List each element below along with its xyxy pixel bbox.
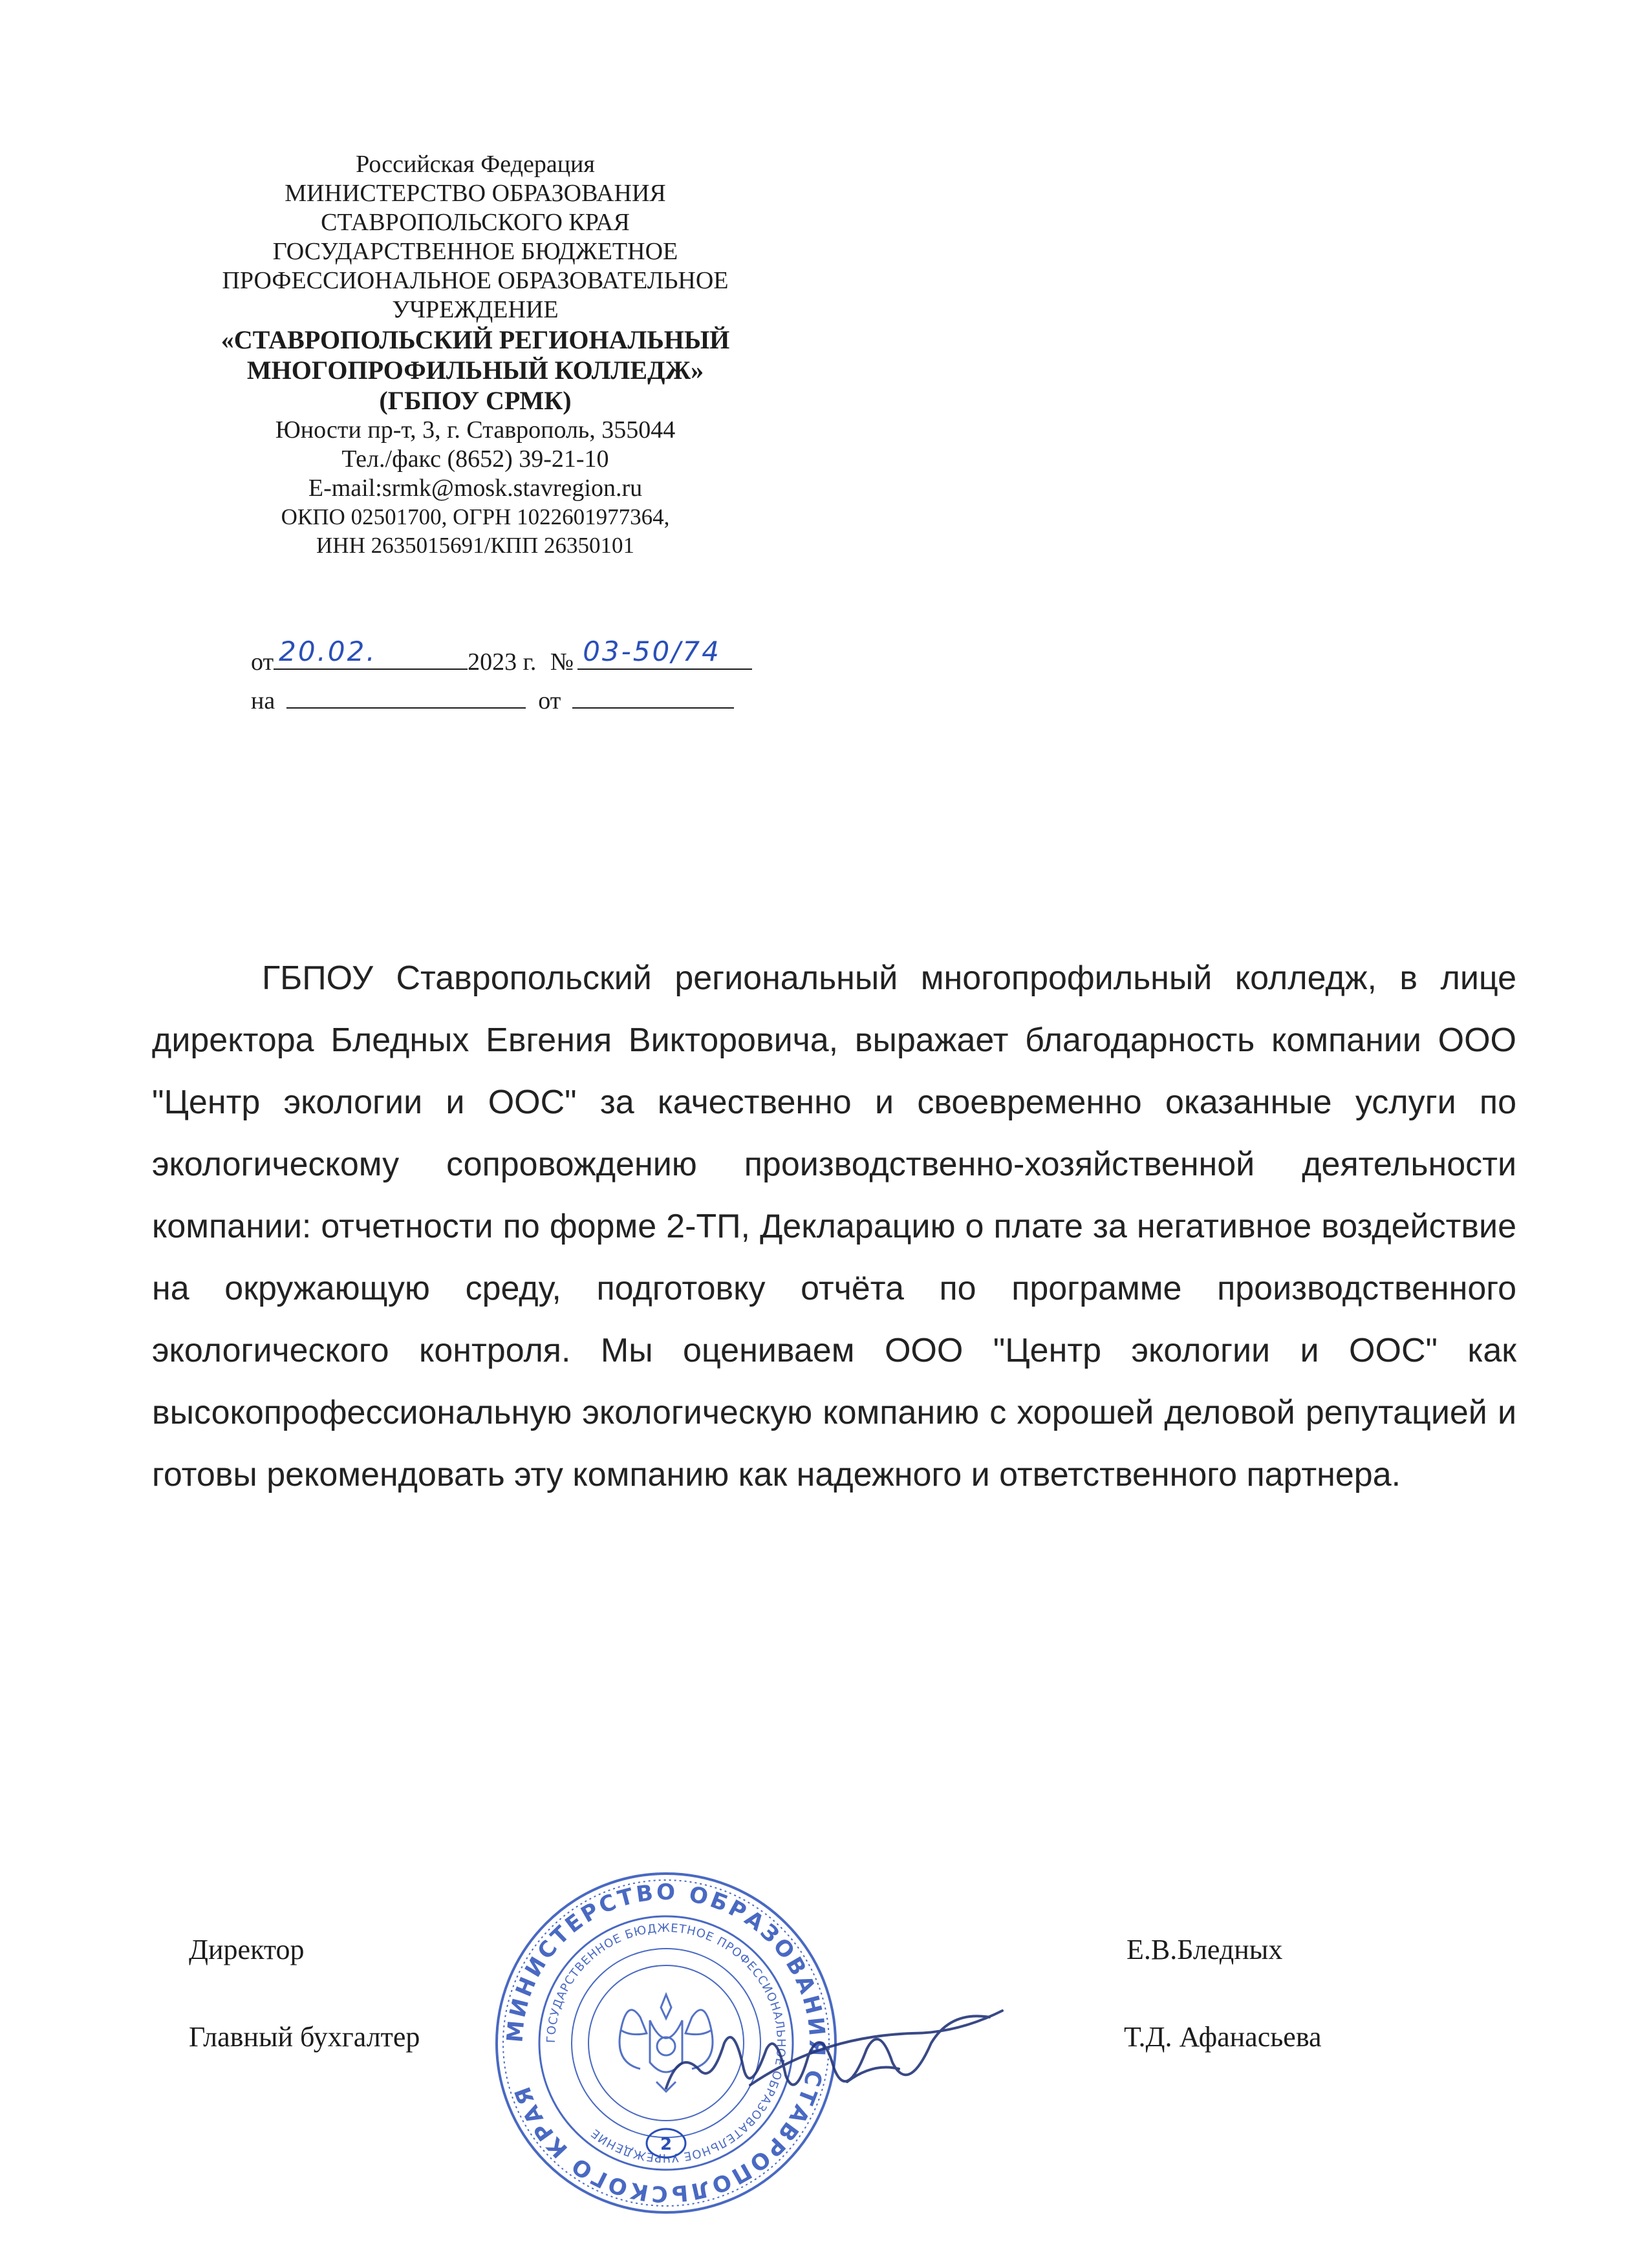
letterhead-okpo: ОКПО 02501700, ОГРН 1022601977364,	[281, 504, 670, 530]
letterhead-inn: ИНН 2635015691/КПП 26350101	[316, 533, 634, 558]
to-from-label: от	[538, 687, 561, 714]
reference-date-line	[251, 636, 752, 676]
letterhead-ministry-line-2: СТАВРОПОЛЬСКОГО КРАЯ	[321, 209, 630, 236]
letterhead-ministry-line-1: МИНИСТЕРСТВО ОБРАЗОВАНИЯ	[285, 180, 666, 207]
letterhead-address: Юности пр-т, 3, г. Ставрополь, 355044	[275, 416, 676, 444]
letterhead-institution-line-2: ПРОФЕССИОНАЛЬНОЕ ОБРАЗОВАТЕЛЬНОЕ	[222, 267, 729, 294]
from-label: от	[251, 648, 274, 676]
director-title: Директор	[189, 1934, 305, 1965]
letterhead-institution-line-3: УЧРЕЖДЕНИЕ	[392, 296, 559, 323]
letterhead-college-name-2: МНОГОПРОФИЛЬНЫЙ КОЛЛЕДЖ»	[246, 356, 704, 385]
handwritten-number: 03-50/74	[583, 636, 721, 667]
letterhead-country: Российская Федерация	[356, 151, 595, 178]
letterhead-institution-line-1: ГОСУДАРСТВЕННОЕ БЮДЖЕТНОЕ	[272, 238, 678, 265]
letterhead-phone: Тел./факс (8652) 39-21-10	[341, 445, 609, 473]
date-field	[274, 636, 468, 670]
seal-outer-text: МИНИСТЕРСТВО ОБРАЗОВАНИЯ СТАВРОПОЛЬСКОГО КРАЯ	[502, 1879, 830, 2207]
letterhead-email: E-mail:srmk@mosk.stavregion.ru	[308, 475, 643, 502]
letterhead-college-name-1: «СТАВРОПОЛЬСКИЙ РЕГИОНАЛЬНЫЙ	[221, 325, 730, 354]
letterhead	[155, 150, 795, 560]
handwritten-signature	[653, 1972, 1015, 2134]
year-label: 2023 г.	[468, 648, 537, 676]
seal-inner-text: ГОСУДАРСТВЕННОЕ БЮДЖЕТНОЕ ПРОФЕССИОНАЛЬНОЕ ОБРАЗОВАТЕЛЬНОЕ УЧРЕЖДЕНИЕ	[544, 1921, 788, 2165]
to-number-field	[286, 685, 526, 709]
to-label: на	[251, 687, 275, 714]
accountant-title: Главный бухгалтер	[189, 2021, 420, 2053]
to-date-field	[572, 685, 734, 709]
director-name: Е.В.Бледных	[1126, 1934, 1283, 1965]
number-field	[577, 636, 752, 670]
seal-number: 2	[660, 2135, 673, 2154]
reference-to-line	[251, 685, 734, 715]
handwritten-date: 20.02.	[279, 636, 377, 667]
letterhead-abbreviation: (ГБПОУ СРМК)	[379, 386, 572, 415]
accountant-name: Т.Д. Афанасьева	[1124, 2021, 1322, 2053]
body-paragraph: ГБПОУ Ставропольский региональный многопрофильный колледж, в лице директора Бледных Евгения Викторовича, выражает благодарность компании ООО "Центр экологии и ООС" за качественно и своевременно оказанные услуги по экологическому сопровождению производственно-хозяйственной деятельности компании: отчетности по форме 2-ТП, Декларацию о плате за негативное воздействие на окружающую среду, подготовку отчёта по программе производственного экологического контроля. Мы оцениваем ООО "Центр экологии и ООС" как высокопрофессиональную экологическую компанию с хорошей деловой репутацией и готовы рекомендовать эту компанию как надежного и ответственного партнера.	[152, 959, 1516, 1493]
number-label: №	[550, 648, 574, 676]
